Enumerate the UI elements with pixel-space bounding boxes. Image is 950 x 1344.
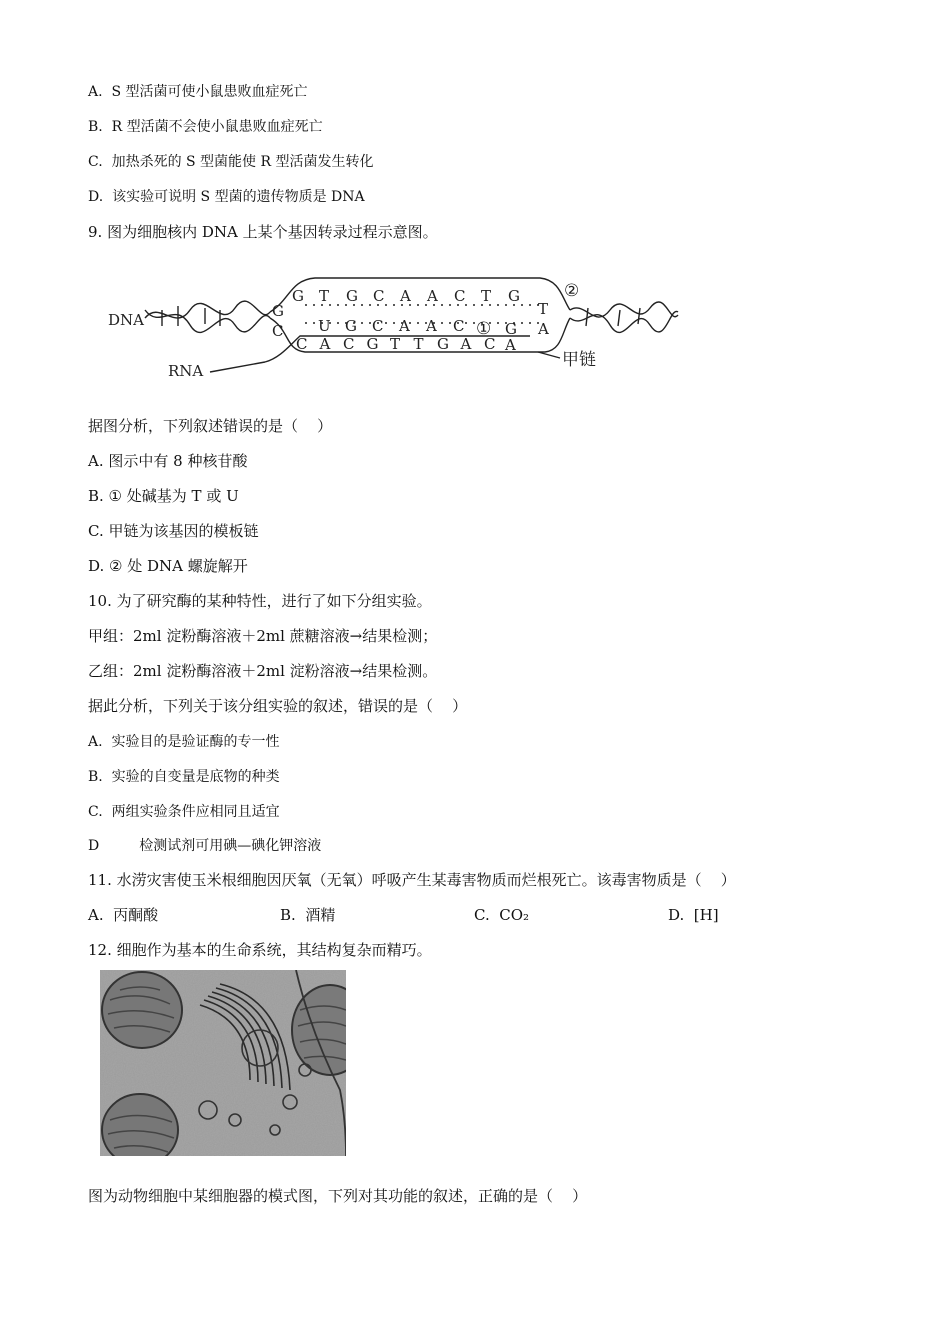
left-pair-bottom: C [272,322,284,340]
top-base-8: T [481,287,492,305]
q10-option-d: D 检测试剂可用碘—碘化钾溶液 [88,838,322,854]
right-pair-top-1: T [538,300,549,318]
right-pair-top-2: A [538,320,549,338]
bottom-base-2: A [319,335,331,353]
marker-1: ① [476,319,492,339]
q8-option-d: D. 该实验可说明 S 型菌的遗传物质是 DNA [88,189,365,205]
bottom-base-1: C [296,335,308,353]
q8-option-b: B. R 型活菌不会使小鼠患败血症死亡 [88,119,323,135]
top-base-9: G [508,287,520,305]
q9-question: 据图分析，下列叙述错误的是（ ） [88,417,333,435]
top-base-3: G [346,287,358,305]
q10-option-b: B. 实验的自变量是底物的种类 [88,769,280,785]
mitochondrion-bottom-left [102,1094,178,1156]
bottom-strand-bases [296,335,495,353]
q11-option-a: A. 丙酮酸 [88,906,159,924]
q10-group-1: 甲组：2ml 淀粉酶溶液＋2ml 蔗糖溶液→结果检测； [88,627,438,645]
chain-pointer [538,352,560,358]
bottom-base-5: T [390,335,401,353]
q9-option-b: B. ① 处碱基为 T 或 U [88,487,239,505]
bottom-base-6: T [413,335,424,353]
bottom-base-9: C [484,335,496,353]
dna-label: DNA [108,311,144,329]
q11-option-b: B. 酒精 [280,906,336,924]
q8-option-a: A. S 型活菌可使小鼠患败血症死亡 [88,84,308,100]
q11-option-c: C. CO₂ [474,906,530,924]
bottom-base-3: C [343,335,355,353]
top-base-6: A [427,287,438,305]
top-base-2: T [319,287,330,305]
rna-base-3: C [372,317,384,335]
rna-base-5: A [426,317,437,335]
bottom-base-4: G [366,335,379,353]
rna-base-2: G [345,317,357,335]
q10-group-2: 乙组：2ml 淀粉酶溶液＋2ml 淀粉溶液→结果检测。 [88,662,438,680]
q8-option-c: C. 加热杀死的 S 型菌能使 R 型活菌发生转化 [88,154,374,170]
right-pair-inner-2: A [505,336,516,354]
right-helix [570,302,678,332]
q10-option-a: A. 实验目的是验证酶的专一性 [88,734,280,750]
left-helix [145,301,270,332]
q9-option-c: C. 甲链为该基因的模板链 [88,522,259,540]
q12-question: 图为动物细胞中某细胞器的模式图，下列对其功能的叙述，正确的是（ ） [88,1187,588,1205]
rna-strand-bases [318,317,464,335]
q9-stem: 9. 图为细胞核内 DNA 上某个基因转录过程示意图。 [88,223,438,241]
organelle-micrograph [100,970,346,1156]
rna-base-4: A [399,317,410,335]
top-base-7: C [454,287,466,305]
chain-label: 甲链 [562,350,596,370]
top-base-5: A [400,287,411,305]
q10-option-c: C. 两组实验条件应相同且适宜 [88,804,280,820]
right-pair-inner-1: G [505,320,517,338]
rna-base-1: U [318,317,331,335]
rna-label: RNA [168,362,204,380]
q9-option-d: D. ② 处 DNA 螺旋解开 [88,557,248,575]
q11-option-d: D. [H] [668,906,719,924]
q9-option-a: A. 图示中有 8 种核苷酸 [88,452,248,470]
rna-base-6: C [453,317,465,335]
dna-transcription-diagram [100,270,680,385]
left-pair-top: G [272,302,284,320]
bottom-base-8: A [460,335,472,353]
top-base-4: C [373,287,385,305]
mitochondrion-top-left [102,972,182,1048]
top-strand-bases [292,287,520,305]
q10-stem: 10. 为了研究酶的某种特性，进行了如下分组实验。 [88,592,432,610]
q10-question: 据此分析，下列关于该分组实验的叙述，错误的是（ ） [88,697,468,715]
q12-stem: 12. 细胞作为基本的生命系统，其结构复杂而精巧。 [88,941,432,959]
top-base-1: G [292,287,304,305]
bottom-base-7: G [437,335,449,353]
q11-stem: 11. 水涝灾害使玉米根细胞因厌氧（无氧）呼吸产生某毒害物质而烂根死亡。该毒害物质是（ ） [88,871,736,889]
marker-2: ② [564,281,580,301]
